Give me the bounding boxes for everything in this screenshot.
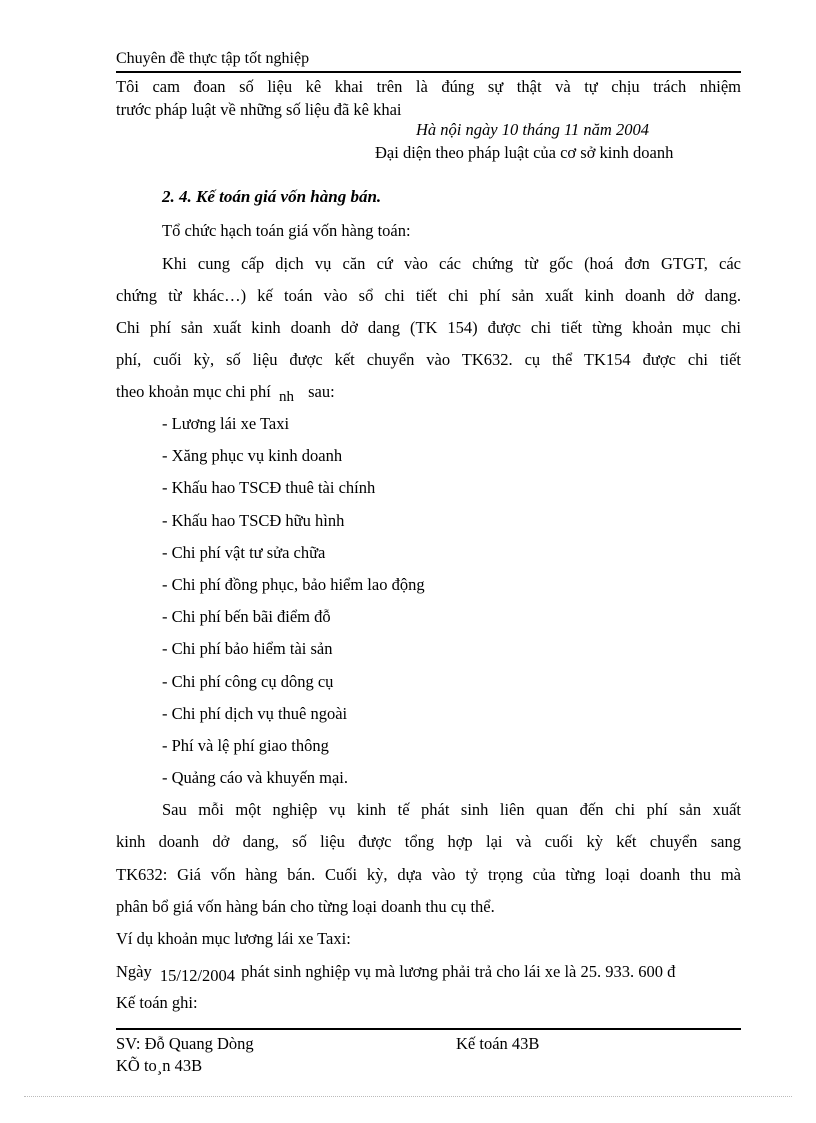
list-item: - Chi phí dịch vụ thuê ngoài bbox=[162, 704, 348, 723]
list-item: - Lương lái xe Taxi bbox=[162, 414, 290, 433]
list-item: - Chi phí bến bãi điểm đỗ bbox=[162, 607, 331, 626]
paragraph-1-line-3: Chi phí sản xuất kinh doanh dở dang (TK 154) được chi tiết từng khoản mục chi bbox=[116, 318, 741, 337]
page-bottom-dotted-border bbox=[24, 1096, 792, 1097]
list-item: - Quảng cáo và khuyến mại. bbox=[162, 768, 349, 787]
footer-rule bbox=[116, 1028, 741, 1030]
list-item: - Khấu hao TSCĐ thuê tài chính bbox=[162, 478, 376, 497]
paragraph-1-line-1: Khi cung cấp dịch vụ căn cứ vào các chứng từ gốc (hoá đơn GTGT, các bbox=[162, 254, 741, 273]
footer-class-right: Kế toán 43B bbox=[456, 1034, 540, 1053]
list-item: - Chi phí vật tư sửa chữa bbox=[162, 543, 326, 562]
footer-class-left: KÕ to¸n 43B bbox=[116, 1056, 203, 1075]
commitment-line-1: Tôi cam đoan số liệu kê khai trên là đúng sự thật và tự chịu trách nhiệm bbox=[116, 77, 741, 96]
list-item: - Khấu hao TSCĐ hữu hình bbox=[162, 511, 345, 530]
section-heading: 2. 4. Kế toán giá vốn hàng bán. bbox=[162, 187, 382, 206]
commitment-date: Hà nội ngày 10 tháng 11 năm 2004 bbox=[416, 120, 649, 139]
commitment-representative: Đại diện theo pháp luật của cơ sở kinh doanh bbox=[375, 143, 674, 162]
example-rest: phát sinh nghiệp vụ mà lương phải trả cho lái xe là 25. 933. 600 đ bbox=[241, 962, 676, 981]
paragraph-1-line-5 bbox=[116, 382, 335, 405]
paragraph-1-line-5-c: sau: bbox=[308, 382, 335, 401]
example-title: Ví dụ khoản mục lương lái xe Taxi: bbox=[116, 929, 351, 948]
header-rule bbox=[116, 71, 741, 73]
paragraph-1-line-2: chứng từ khác…) kế toán vào sổ chi tiết chi phí sản xuất kinh doanh dở dang. bbox=[116, 286, 741, 305]
paragraph-1-line-5-b: nh bbox=[279, 389, 295, 405]
paragraph-2-line-3: TK632: Giá vốn hàng bán. Cuối kỳ, dựa vào tỷ trọng của từng loại doanh thu mà bbox=[116, 865, 741, 884]
example-prefix: Ngày bbox=[116, 962, 152, 981]
list-item: - Chi phí bảo hiểm tài sản bbox=[162, 639, 333, 658]
list-item: - Phí và lệ phí giao thông bbox=[162, 736, 329, 755]
paragraph-2-line-1: Sau mỗi một nghiệp vụ kinh tế phát sinh liên quan đến chi phí sản xuất bbox=[162, 800, 741, 819]
list-item: - Chi phí đồng phục, bảo hiểm lao động bbox=[162, 575, 425, 594]
accounting-note: Kế toán ghi: bbox=[116, 993, 198, 1012]
list-item: - Chi phí công cụ dông cụ bbox=[162, 672, 334, 691]
commitment-line-2: trước pháp luật về những số liệu đã kê khai bbox=[116, 100, 402, 119]
example-line bbox=[116, 962, 676, 985]
footer-student: SV: Đỗ Quang Dòng bbox=[116, 1034, 254, 1053]
paragraph-2-line-4: phân bổ giá vốn hàng bán cho từng loại doanh thu cụ thể. bbox=[116, 897, 495, 916]
paragraph-1-line-5-a: theo khoản mục chi phí bbox=[116, 382, 271, 401]
section-intro: Tổ chức hạch toán giá vốn hàng toán: bbox=[162, 221, 411, 240]
example-date: 15/12/2004 bbox=[159, 966, 236, 985]
list-item: - Xăng phục vụ kinh doanh bbox=[162, 446, 343, 465]
page-header-title: Chuyên đề thực tập tốt nghiệp bbox=[116, 50, 310, 67]
paragraph-1-line-4: phí, cuối kỳ, số liệu được kết chuyển vào TK632. cụ thể TK154 được chi tiết bbox=[116, 350, 741, 369]
paragraph-2-line-2: kinh doanh dở dang, số liệu được tổng hợp lại và cuối kỳ kết chuyển sang bbox=[116, 832, 741, 851]
